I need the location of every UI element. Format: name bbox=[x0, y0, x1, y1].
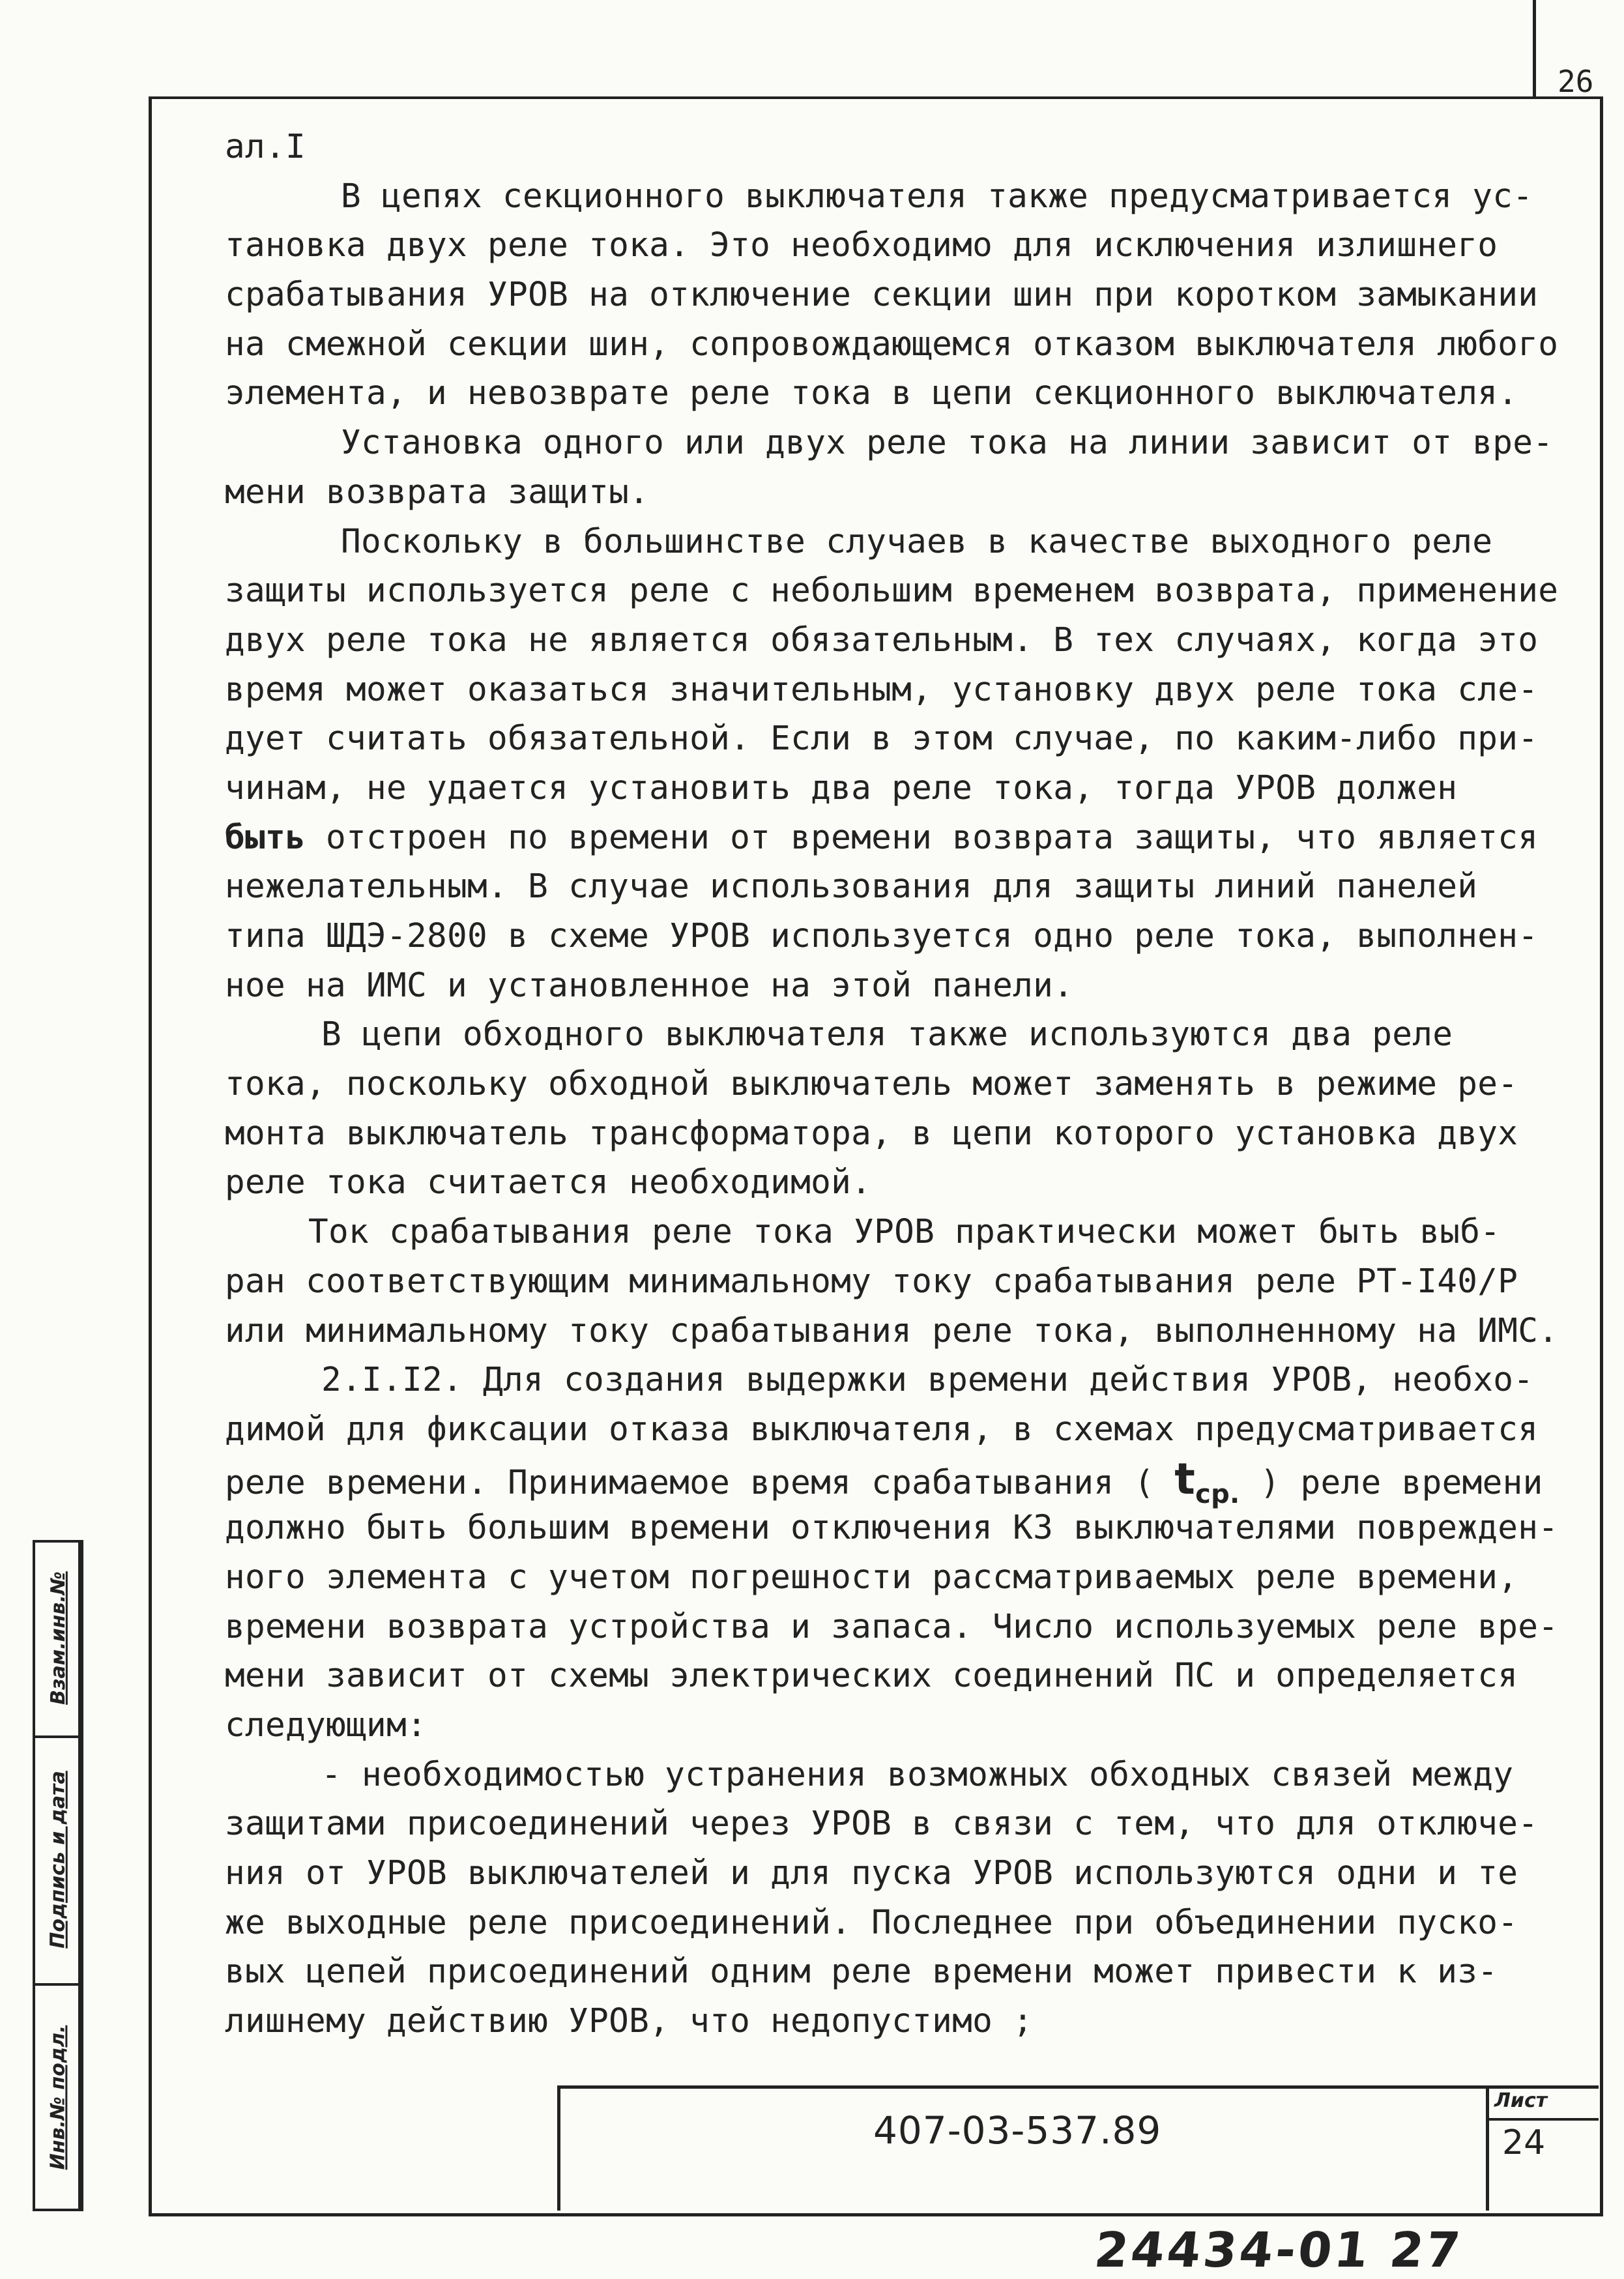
paragraph-line: Поскольку в большинстве случаев в качестве выходного реле bbox=[341, 522, 1493, 561]
text-line: защитами присоединений через УРОВ в связи с тем, что для отключе- bbox=[225, 1805, 1539, 1844]
text-line: двух реле тока не является обязательным. В тех случаях, когда это bbox=[225, 620, 1539, 660]
text-line: лишнему действию УРОВ, что недопустимо ; bbox=[225, 2002, 1034, 2041]
left-margin-stamp bbox=[33, 1540, 83, 2211]
text-line: реле тока считается необходимой. bbox=[225, 1163, 872, 1202]
text-line: ал.I bbox=[225, 128, 306, 166]
text-line: времени возврата устройства и запаса. Число используемых реле вре- bbox=[225, 1607, 1559, 1646]
text-line: ного элемента с учетом погрешности рассматриваемых реле времени, bbox=[225, 1558, 1518, 1597]
document-number: 407-03-537.89 bbox=[873, 2108, 1162, 2153]
paragraph-line: В цепях секционного выключателя также предусматривается ус- bbox=[341, 177, 1533, 216]
text-line bbox=[225, 1453, 1564, 1509]
text-line: на смежной секции шин, сопровождающемся отказом выключателя любого bbox=[225, 325, 1559, 364]
stamp-label: Инв.№ подл. bbox=[46, 2025, 70, 2170]
text-line: время может оказаться значительным, установку двух реле тока сле- bbox=[225, 670, 1539, 709]
text-line: мени возврата защиты. bbox=[225, 472, 650, 512]
text-line: димой для фиксации отказа выключателя, в схемах предусматривается bbox=[225, 1410, 1539, 1449]
text-line: ния от УРОВ выключателей и для пуска УРОВ используются одни и те bbox=[225, 1854, 1518, 1893]
text-fragment: ) реле времени bbox=[1240, 1463, 1543, 1502]
stamp-field-replacement bbox=[35, 1540, 81, 1735]
formula-symbol: t bbox=[1174, 1453, 1196, 1504]
text-line: ное на ИМС и установленное на этой панели. bbox=[225, 966, 1074, 1005]
text-line: мени зависит от схемы электрических соединений ПС и определяется bbox=[225, 1657, 1518, 1696]
top-page-number: 26 bbox=[1558, 64, 1594, 99]
text-fragment: отстроен по времени от времени возврата защиты, что является bbox=[306, 818, 1539, 857]
text-line: чинам, не удается установить два реле тока, тогда УРОВ должен bbox=[225, 768, 1458, 807]
text-line: тановка двух реле тока. Это необходимо для исключения излишнего bbox=[225, 226, 1498, 265]
text-line: нежелательным. В случае использования для защиты линий панелей bbox=[225, 867, 1478, 907]
title-block-left-line bbox=[557, 2085, 560, 2211]
sheet-cell-divider bbox=[1486, 2118, 1599, 2121]
stamp-divider bbox=[35, 2209, 81, 2211]
top-margin-line bbox=[1533, 0, 1536, 98]
text-line: типа ШДЭ-2800 в схеме УРОВ используется одно реле тока, выполнен- bbox=[225, 917, 1539, 955]
text-line: защиты используется реле с небольшим временем возврата, применение bbox=[225, 572, 1559, 611]
text-line: вых цепей присоединений одним реле времени может привести к из- bbox=[225, 1952, 1498, 1992]
formula-subscript: ср. bbox=[1195, 1479, 1240, 1509]
paragraph-line: Ток срабатывания реле тока УРОВ практически может быть выб- bbox=[308, 1213, 1501, 1252]
document-body bbox=[225, 123, 1564, 2046]
stamp-label: Подпись и дата bbox=[46, 1770, 70, 1949]
text-line: или минимальному току срабатывания реле тока, выполненному на ИМС. bbox=[225, 1311, 1559, 1350]
text-line: следующим: bbox=[225, 1706, 428, 1745]
stamp-field-inventory bbox=[35, 1983, 81, 2211]
text-fragment: реле времени. Принимаемое время срабатывания ( bbox=[225, 1463, 1175, 1502]
paragraph-line: 2.I.I2. Для создания выдержки времени действия УРОВ, необхо- bbox=[321, 1361, 1534, 1400]
text-line: же выходные реле присоединений. Последнее при объединении пуско- bbox=[225, 1903, 1518, 1942]
stamp-divider bbox=[35, 1735, 81, 1738]
paragraph-line: В цепи обходного выключателя также используются два реле bbox=[321, 1015, 1453, 1054]
paragraph-line: - необходимостью устранения возможных обходных связей между bbox=[321, 1755, 1514, 1794]
handwritten-archive-number: 24434-01 27 bbox=[1092, 2222, 1466, 2278]
text-line: тока, поскольку обходной выключатель может заменять в режиме ре- bbox=[225, 1065, 1518, 1104]
text-line: монта выключатель трансформатора, в цепи которого установка двух bbox=[225, 1114, 1518, 1153]
sheet-label: Лист bbox=[1494, 2089, 1548, 2112]
text-line: ран соответствующим минимальному току срабатывания реле РТ-I40/Р bbox=[225, 1262, 1518, 1301]
stamp-divider bbox=[35, 1983, 81, 1986]
sheet-number: 24 bbox=[1502, 2123, 1546, 2162]
paragraph-line: Установка одного или двух реле тока на линии зависит от вре- bbox=[341, 424, 1554, 463]
text-line: элемента, и невозврате реле тока в цепи секционного выключателя. bbox=[225, 374, 1518, 413]
title-block-top-line bbox=[557, 2085, 1599, 2089]
stamp-label: Взам.инв.№ bbox=[46, 1571, 70, 1705]
stamp-field-signature bbox=[35, 1735, 81, 1983]
bold-word: быть bbox=[225, 818, 306, 857]
formula-t-sr bbox=[1174, 1453, 1240, 1509]
title-block-sheet-divider bbox=[1486, 2085, 1489, 2211]
text-line: срабатывания УРОВ на отключение секции шин при коротком замыкании bbox=[225, 276, 1539, 315]
text-line: должно быть большим времени отключения КЗ выключателями поврежден- bbox=[225, 1509, 1559, 1548]
text-line: дует считать обязательной. Если в этом случае, по каким-либо при- bbox=[225, 719, 1539, 759]
stamp-column-line bbox=[78, 1540, 81, 2211]
text-line bbox=[225, 813, 1564, 863]
